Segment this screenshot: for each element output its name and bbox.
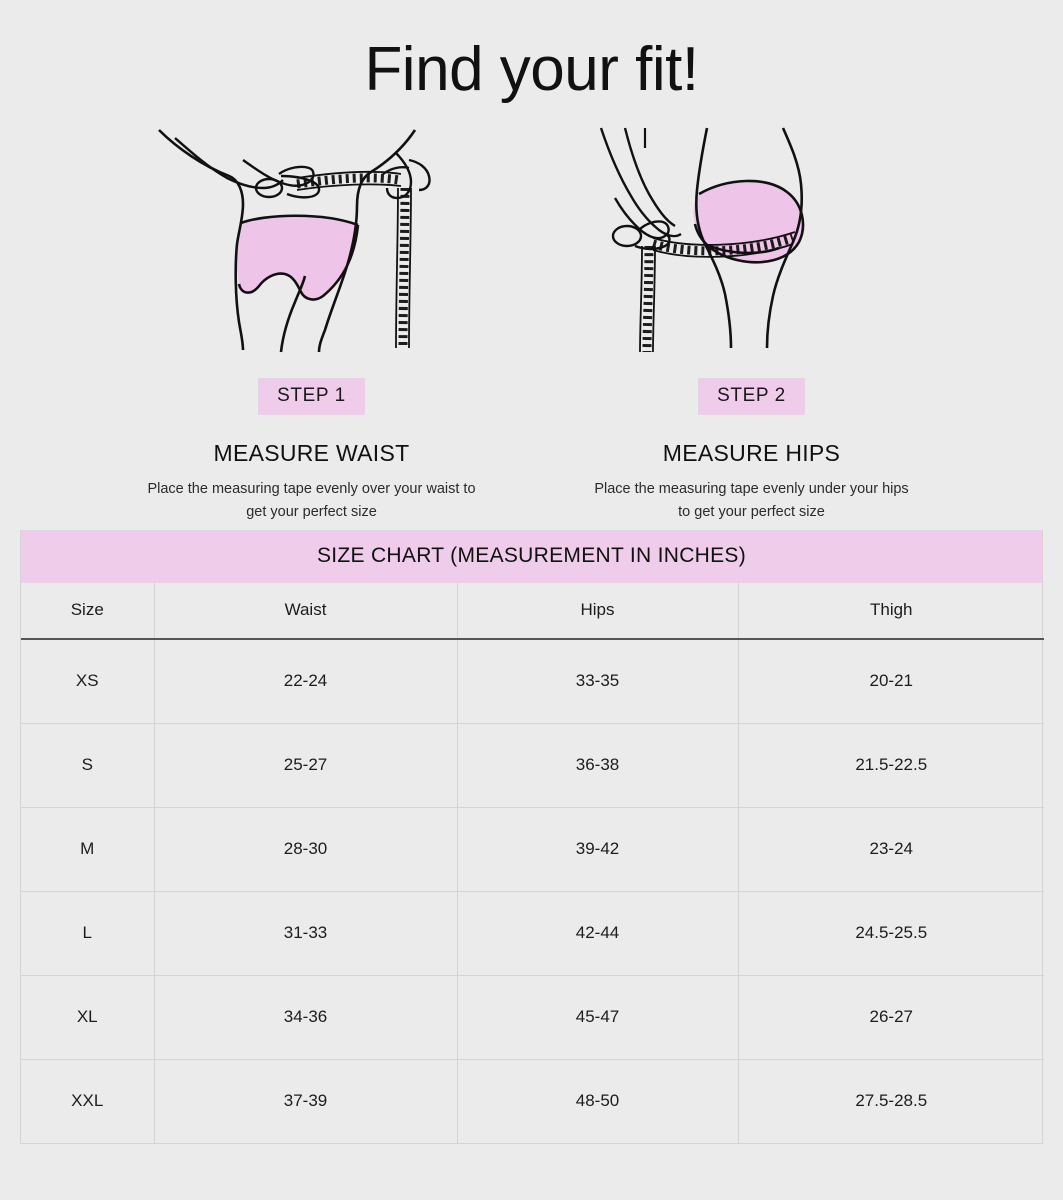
waist-measure-illustration xyxy=(92,126,532,358)
cell-hips: 42-44 xyxy=(457,891,738,975)
step-1-badge: STEP 1 xyxy=(258,378,365,415)
column-header-size: Size xyxy=(21,583,154,639)
size-chart-table xyxy=(21,583,1044,1143)
cell-waist: 28-30 xyxy=(154,807,457,891)
cell-hips: 33-35 xyxy=(457,639,738,723)
cell-thigh: 24.5-25.5 xyxy=(738,891,1044,975)
table-row xyxy=(21,639,1044,723)
cell-thigh: 27.5-28.5 xyxy=(855,1091,928,1111)
cell-size: XL xyxy=(21,975,154,1059)
table-row xyxy=(21,723,1044,807)
step-2-heading: MEASURE HIPS xyxy=(662,440,841,467)
step-1 xyxy=(92,126,532,523)
table-row xyxy=(21,807,1044,891)
column-header-thigh: Thigh xyxy=(738,583,1044,639)
column-header-waist: Waist xyxy=(154,583,457,639)
cell-waist: 31-33 xyxy=(154,891,457,975)
cell-size: XXL xyxy=(21,1059,154,1143)
cell-thigh: 26-27 xyxy=(738,975,1044,1059)
step-1-heading: MEASURE WAIST xyxy=(213,440,410,467)
table-row xyxy=(21,975,1044,1059)
cell-waist: 37-39 xyxy=(154,1059,457,1143)
step-2 xyxy=(532,126,972,523)
step-2-badge: STEP 2 xyxy=(698,378,805,415)
cell-thigh: 21.5-22.5 xyxy=(738,723,1044,807)
cell-hips: 36-38 xyxy=(457,723,738,807)
cell-size: S xyxy=(21,723,154,807)
table-header-row xyxy=(21,583,1044,639)
cell-waist: 25-27 xyxy=(154,723,457,807)
cell-size: XS xyxy=(21,639,154,723)
cell-waist: 34-36 xyxy=(154,975,457,1059)
column-header-hips: Hips xyxy=(457,583,738,639)
steps-row xyxy=(0,126,1063,523)
table-row xyxy=(21,891,1044,975)
size-chart xyxy=(20,530,1043,1144)
table-row xyxy=(21,1059,1044,1143)
cell-hips: 39-42 xyxy=(457,807,738,891)
page-title: Find your fit! xyxy=(364,35,699,104)
hips-measure-illustration xyxy=(532,126,972,358)
cell-hips: 48-50 xyxy=(457,1059,738,1143)
cell-thigh: 20-21 xyxy=(738,639,1044,723)
cell-hips: 45-47 xyxy=(457,975,738,1059)
cell-size: L xyxy=(21,891,154,975)
size-chart-title: SIZE CHART (MEASUREMENT IN INCHES) xyxy=(21,530,1042,583)
step-2-description: Place the measuring tape evenly under your hips to get your perfect size xyxy=(594,481,909,520)
cell-size: M xyxy=(21,807,154,891)
cell-thigh: 23-24 xyxy=(738,807,1044,891)
cell-waist: 22-24 xyxy=(154,639,457,723)
step-1-description: Place the measuring tape evenly over your waist to get your perfect size xyxy=(147,481,476,520)
